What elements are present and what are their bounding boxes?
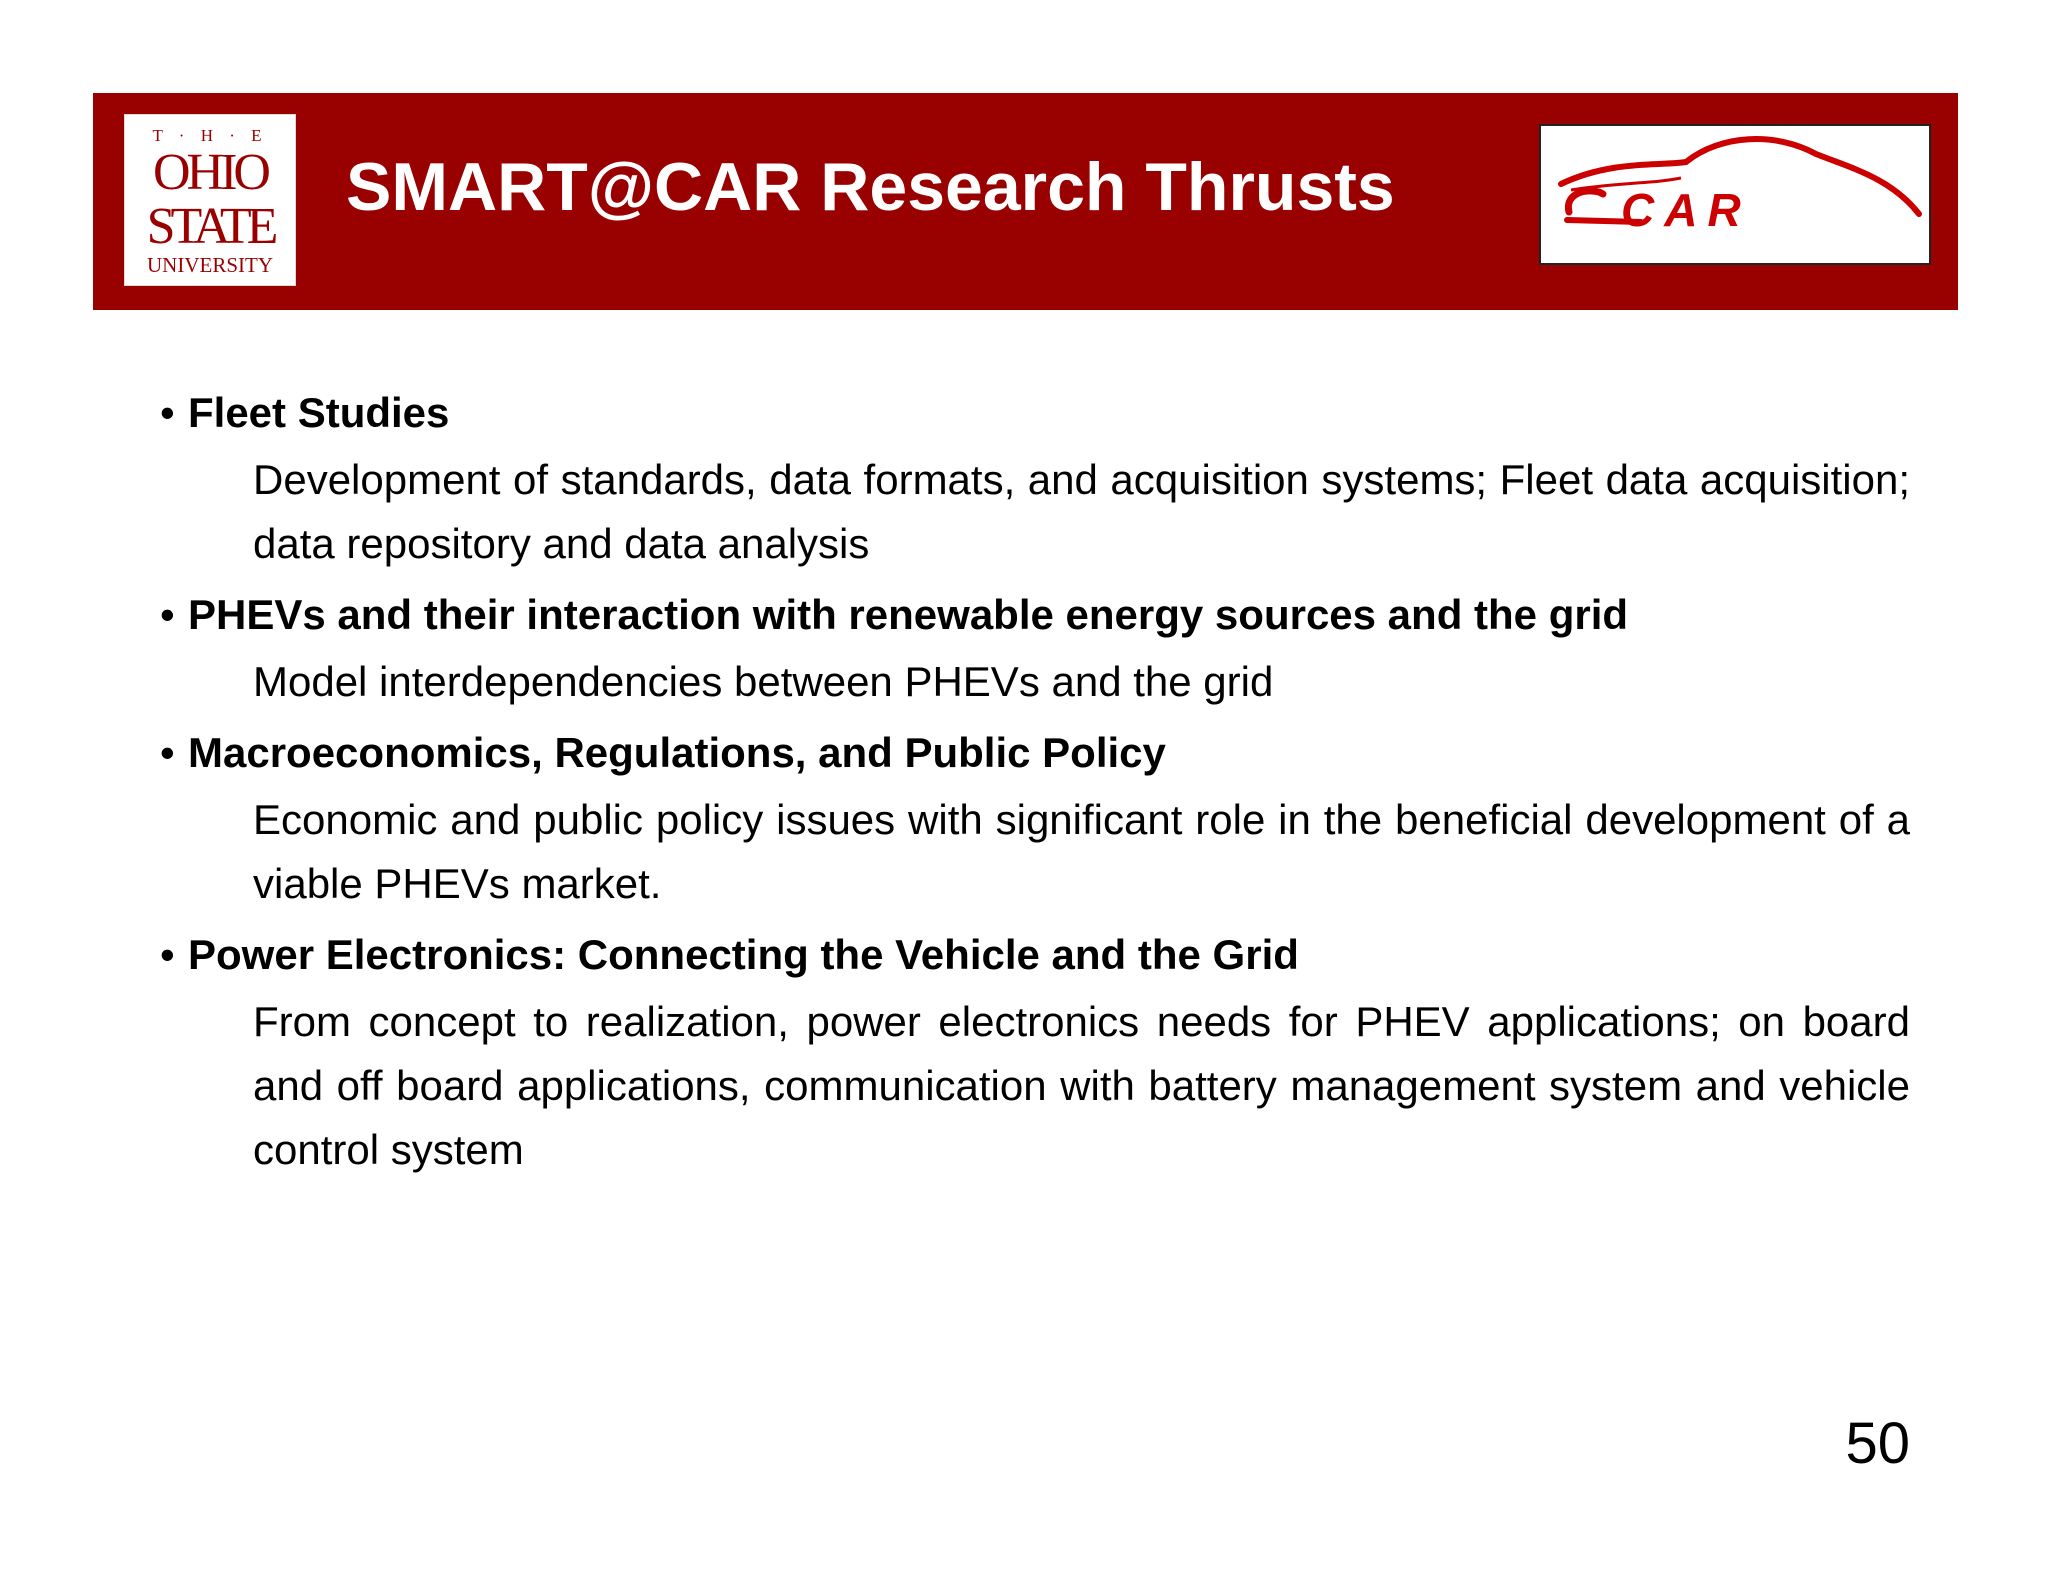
bullet-item-macroeconomics [160, 728, 1910, 916]
bullet-dot: • [160, 591, 175, 638]
bullet-dot: • [160, 729, 175, 776]
bullet-list [160, 388, 1910, 1196]
ohio-state-logo [124, 114, 296, 286]
bullet-description: Development of standards, data formats, and acquisition systems; Fleet data acquisition; data repository and data analysis [253, 456, 1910, 567]
osu-logo-state: STATE [146, 198, 274, 255]
header-band [93, 93, 1958, 310]
bullet-heading [160, 930, 1910, 980]
bullet-description: Economic and public policy issues with significant role in the beneficial development of a viable PHEVs market. [253, 796, 1910, 907]
page-number: 50 [1845, 1411, 1910, 1476]
car-logo-graphic [1541, 126, 1929, 263]
bullet-heading [160, 388, 1910, 438]
bullet-dot: • [160, 389, 175, 436]
bullet-heading [160, 590, 1910, 640]
bullet-item-phevs-grid [160, 590, 1910, 714]
bullet-heading [160, 728, 1910, 778]
bullet-heading-text: PHEVs and their interaction with renewable energy sources and the grid [188, 591, 1629, 638]
osu-logo-ohio: OHIO [153, 144, 267, 201]
bullet-dot: • [160, 931, 175, 978]
osu-logo-university: UNIVERSITY [147, 253, 273, 277]
car-logo [1539, 124, 1931, 265]
bullet-description: Model interdependencies between PHEVs and the grid [253, 658, 1274, 705]
bullet-heading-text: Power Electronics: Connecting the Vehicle and the Grid [188, 931, 1299, 978]
car-silhouette-front [1568, 191, 1603, 212]
osu-logo-the: T · H · E [152, 126, 268, 145]
bullet-item-power-electronics [160, 930, 1910, 1182]
bullet-item-fleet-studies [160, 388, 1910, 576]
car-logo-text: CAR [1621, 184, 1751, 236]
bullet-heading-text: Macroeconomics, Regulations, and Public Policy [188, 729, 1166, 776]
slide-title: SMART@CAR Research Thrusts [346, 149, 1395, 225]
ohio-state-logo-graphic [125, 115, 295, 285]
bullet-description: From concept to realization, power electronics needs for PHEV applications; on board and off board applications, communication with battery management system and vehicle control system [253, 998, 1910, 1173]
bullet-heading-text: Fleet Studies [188, 389, 450, 436]
